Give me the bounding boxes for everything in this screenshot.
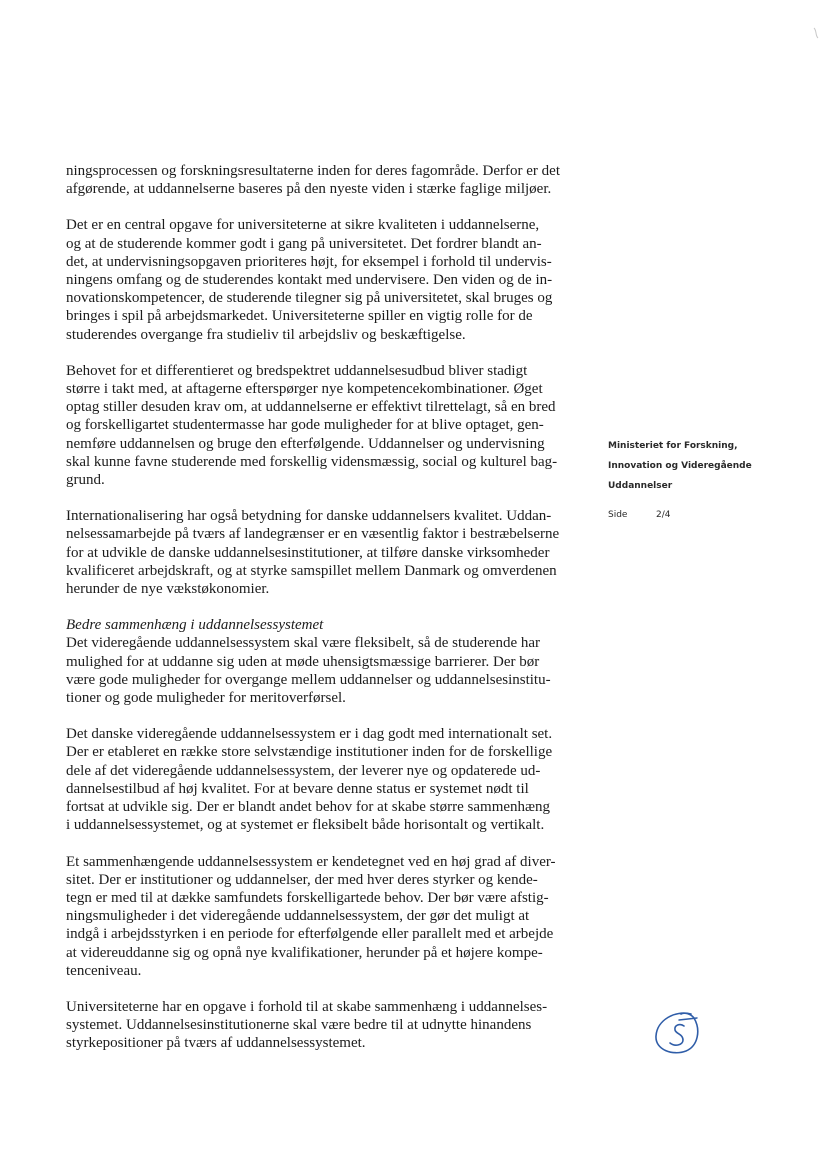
text-line: skal kunne favne studerende med forskellig vidensmæssig, social og kulturel bag-: [66, 453, 558, 470]
text-line: ningsprocessen og forskningsresultaterne inden for deres fagområde. Derfor er det: [66, 163, 560, 179]
page-number-label: Side: [608, 510, 628, 520]
ministry-line: Innovation og Videregående: [608, 461, 752, 471]
paragraph-1: [66, 162, 586, 198]
text-line: novationskompetencer, de studerende tilegner sig på universitetet, skal bruges og: [66, 290, 553, 307]
text-line: herunder de nye vækstøkonomier.: [66, 581, 270, 598]
paragraph-4: [66, 507, 586, 598]
text-line: afgørende, at uddannelserne baseres på den nyeste viden i stærke faglige miljøer.: [66, 181, 552, 198]
text-line: tioner og gode muligheder for meritoverførsel.: [66, 690, 346, 707]
paragraph-6: [66, 725, 586, 834]
paragraph-3: [66, 362, 586, 489]
text-line: nemføre uddannelsen og bruge den efterfølgende. Uddannelser og undervisning: [66, 435, 545, 452]
text-line: og at de studerende kommer godt i gang på universitetet. Det fordrer blandt an-: [66, 235, 542, 252]
text-line: Behovet for et differentieret og bredspektret uddannelsesudbud bliver stadigt: [66, 362, 528, 379]
text-line: mulighed for at uddanne sig uden at møde uhensigtsmæssige barrierer. Der bør: [66, 653, 540, 670]
text-line: og forskelligartet studentermasse har gode muligheder for at blive optaget, gen-: [66, 417, 544, 434]
text-line: Internationalisering har også betydning for danske uddannelsers kvalitet. Uddan-: [66, 508, 552, 525]
paragraph-7: [66, 853, 586, 980]
text-line: bringes i spil på arbejdsmarkedet. Universiteterne spiller en vigtig rolle for de: [66, 308, 533, 325]
text-line: kvalificeret arbejdskraft, og at styrke samspillet mellem Danmark og omverdenen: [66, 562, 557, 579]
text-line: ningens omfang og de studerendes kontakt med undervisere. Den viden og de in-: [66, 272, 553, 289]
text-line: ningsmuligheder i det videregående uddannelsessystem, der gør det muligt at: [66, 908, 530, 925]
page-number: [608, 510, 670, 520]
text-line: være gode muligheder for overgange mellem uddannelser og uddannelsesinstitu-: [66, 671, 551, 688]
text-line: at videreuddanne sig og opnå nye kvalifikationer, herunder på et højere kompe-: [66, 944, 543, 961]
text-line: fortsat at udvikle sig. Der er blandt andet behov for at skabe større sammenhæng: [66, 799, 551, 816]
scan-mark-icon: [812, 26, 820, 40]
paragraph-2: [66, 216, 586, 343]
text-line: indgå i arbejdsstyrken i en periode for efterfølgende eller parallelt med et arbejde: [66, 926, 554, 943]
text-line: i uddannelsessystemet, og at systemet er fleksibelt både horisontalt og vertikalt.: [66, 817, 545, 834]
text-line: det, at undervisningsopgaven prioriteres højt, for eksempel i forhold til undervis-: [66, 253, 552, 270]
text-line: studerendes overgange fra studieliv til arbejdsliv og beskæftigelse.: [66, 326, 466, 343]
text-line: tenceniveau.: [66, 962, 142, 979]
ministry-line: Uddannelser: [608, 481, 673, 491]
text-line: systemet. Uddannelsesinstitutionerne skal være bedre til at udnytte hinandens: [66, 1017, 532, 1034]
text-line: Det danske videregående uddannelsessystem er i dag godt med internationalt set.: [66, 726, 553, 743]
text-line: Det er en central opgave for universiteterne at sikre kvaliteten i uddannelserne,: [66, 217, 540, 234]
section-heading: Bedre sammenhæng i uddannelsessystemet: [66, 617, 324, 634]
body-text: [66, 162, 586, 1053]
text-line: større i takt med, at aftagerne efterspørger nye kompetencekombinationer. Øget: [66, 381, 543, 398]
text-line: nelsessamarbejde på tværs af landegrænser er en væsentlig faktor i bestræbelserne: [66, 526, 560, 543]
text-line: dannelsestilbud af høj kvalitet. For at bevare denne status er systemet nødt til: [66, 780, 529, 797]
text-line: grund.: [66, 472, 105, 489]
paragraph-8: [66, 998, 586, 1053]
text-line: sitet. Der er institutioner og uddannelser, der med hver deres styrker og kende-: [66, 871, 538, 888]
text-line: Der er etableret en række store selvstændige institutioner inden for de forskellige: [66, 744, 553, 761]
text-line: styrkepositioner på tværs af uddannelsessystemet.: [66, 1035, 366, 1052]
text-line: tegn er med til at dække samfundets forskelligartede behov. Der bør være afstig-: [66, 889, 549, 906]
text-line: dele af det videregående uddannelsessystem, der leverer nye og opdaterede ud-: [66, 762, 541, 779]
page-number-value: 2/4: [656, 510, 671, 520]
text-line: Universiteterne har en opgave i forhold til at skabe sammenhæng i uddannelses-: [66, 998, 548, 1015]
handwritten-page-mark-icon: [651, 1006, 701, 1058]
ministry-line: Ministeriet for Forskning,: [608, 441, 738, 451]
ministry-name: [608, 436, 808, 496]
text-line: Et sammenhængende uddannelsessystem er kendetegnet ved en høj grad af diver-: [66, 853, 556, 870]
text-line: for at udvikle de danske uddannelsesinstitutioner, at tilføre danske virksomheder: [66, 544, 550, 561]
text-line: Det videregående uddannelsessystem skal være fleksibelt, så de studerende har: [66, 635, 541, 652]
text-line: optag stiller desuden krav om, at uddannelserne er effektivt tilrettelagt, så en bred: [66, 399, 556, 416]
paragraph-5: [66, 616, 586, 707]
